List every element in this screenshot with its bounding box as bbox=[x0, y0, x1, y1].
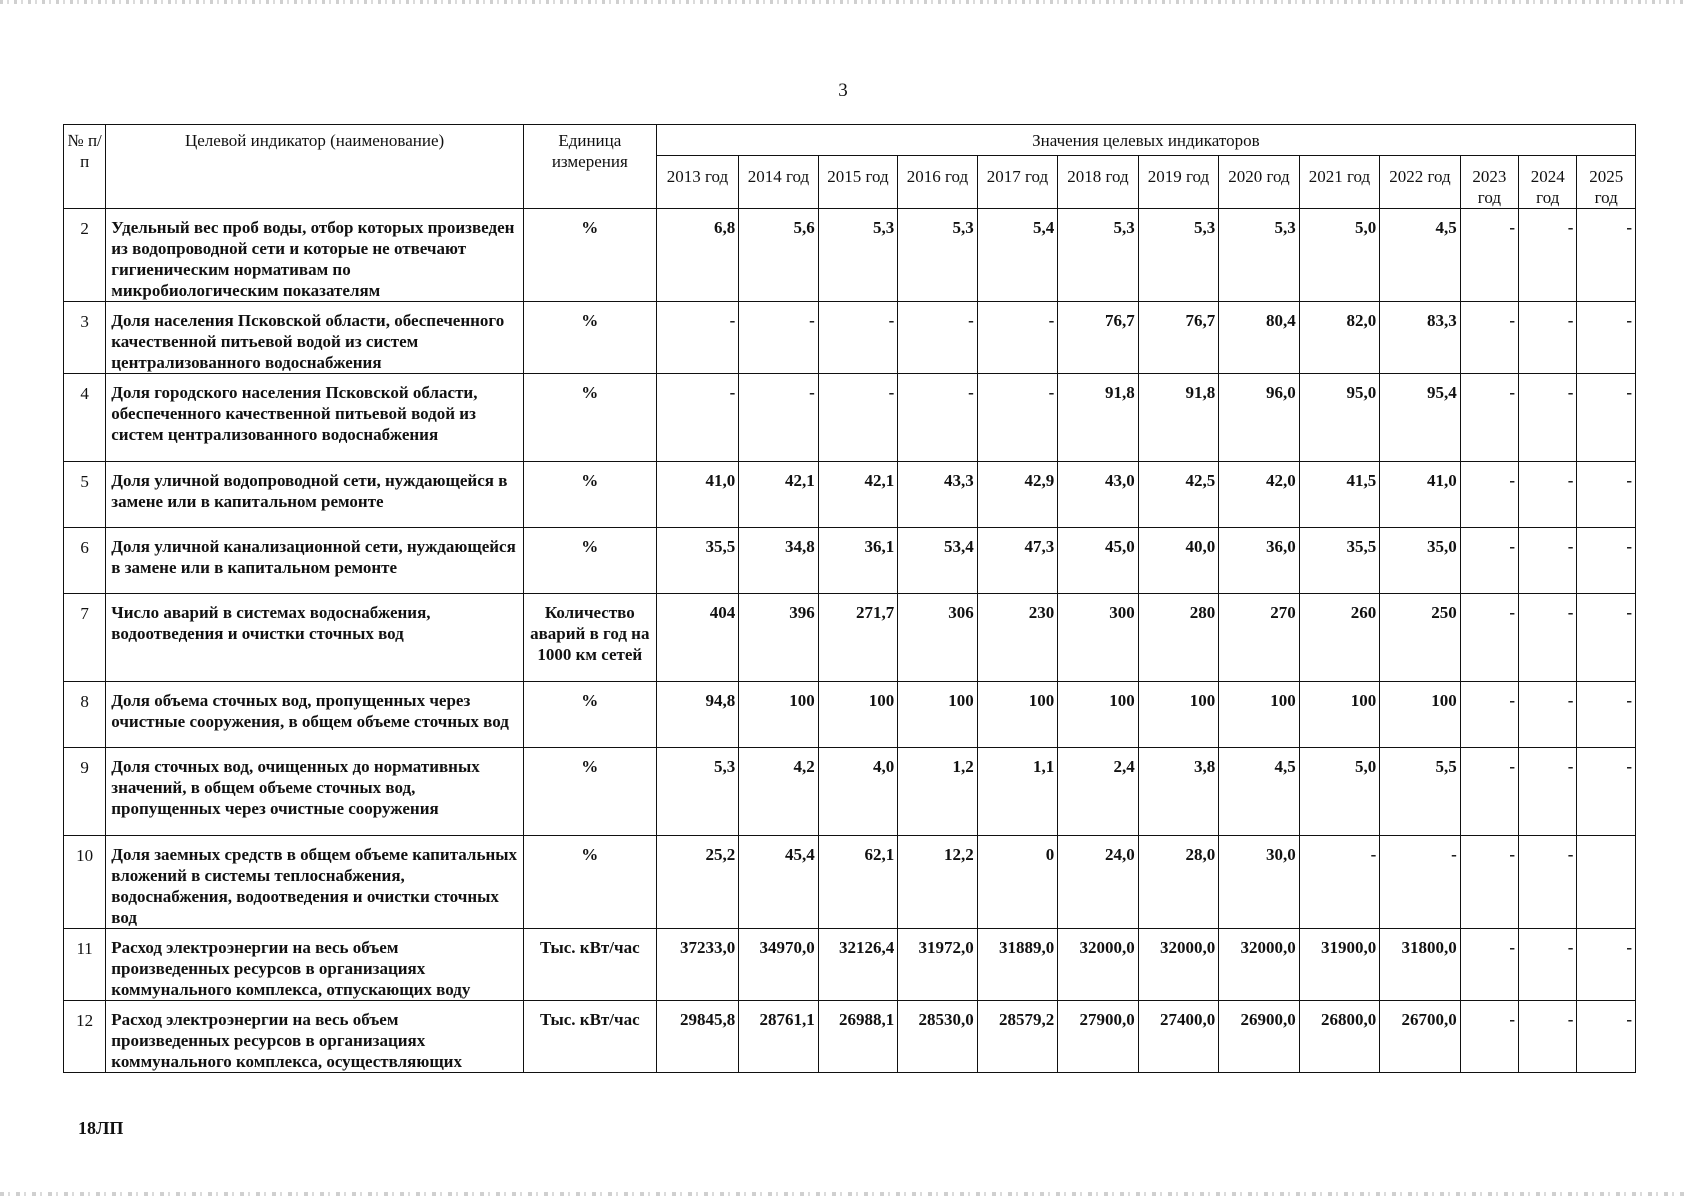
indicator-value: 300 bbox=[1058, 594, 1139, 682]
indicator-value: - bbox=[1519, 682, 1577, 748]
indicator-value: 32000,0 bbox=[1138, 929, 1219, 1001]
indicator-name: Доля уличной канализационной сети, нуждающейся в замене или в капитальном ремонте bbox=[106, 528, 524, 594]
header-indicator: Целевой индикатор (наименование) bbox=[106, 125, 524, 209]
indicator-value: - bbox=[1577, 462, 1636, 528]
indicator-value: 45,4 bbox=[739, 836, 819, 929]
table-row bbox=[64, 836, 1636, 929]
indicator-value: - bbox=[1577, 209, 1636, 302]
indicator-value: 1,1 bbox=[977, 748, 1058, 836]
indicator-value: - bbox=[1460, 682, 1518, 748]
indicator-value: 31972,0 bbox=[898, 929, 978, 1001]
indicator-value: - bbox=[977, 374, 1058, 462]
indicator-value: 31889,0 bbox=[977, 929, 1058, 1001]
indicator-value: - bbox=[1460, 748, 1518, 836]
indicator-unit: % bbox=[523, 682, 656, 748]
indicator-name: Доля городского населения Псковской области, обеспеченного качественной питьевой водой из систем централизованного водоснабжения bbox=[106, 374, 524, 462]
indicator-value: 4,0 bbox=[818, 748, 898, 836]
indicator-unit: % bbox=[523, 374, 656, 462]
page-number: 3 bbox=[838, 80, 848, 101]
indicator-value: 83,3 bbox=[1380, 302, 1461, 374]
indicator-value: - bbox=[1460, 1001, 1518, 1073]
indicator-value: - bbox=[1519, 929, 1577, 1001]
indicator-value: 35,5 bbox=[1299, 528, 1380, 594]
indicator-value: - bbox=[1460, 302, 1518, 374]
indicator-value: - bbox=[656, 374, 739, 462]
indicator-value: 5,3 bbox=[656, 748, 739, 836]
indicator-value: 27400,0 bbox=[1138, 1001, 1219, 1073]
indicator-value: 32000,0 bbox=[1219, 929, 1300, 1001]
indicator-value: - bbox=[1577, 682, 1636, 748]
indicator-value: 43,0 bbox=[1058, 462, 1139, 528]
indicator-value: 5,3 bbox=[818, 209, 898, 302]
indicator-value: - bbox=[1380, 836, 1461, 929]
scan-edge-top bbox=[0, 0, 1686, 4]
indicator-value: 26800,0 bbox=[1299, 1001, 1380, 1073]
indicator-value: 35,5 bbox=[656, 528, 739, 594]
indicator-value: - bbox=[739, 302, 819, 374]
indicator-value: 35,0 bbox=[1380, 528, 1461, 594]
indicator-value: - bbox=[1460, 836, 1518, 929]
table-row bbox=[64, 748, 1636, 836]
header-year: 2020 год bbox=[1219, 156, 1300, 209]
indicator-value: - bbox=[977, 302, 1058, 374]
indicator-value: 80,4 bbox=[1219, 302, 1300, 374]
row-number: 10 bbox=[64, 836, 106, 929]
indicator-value: 5,6 bbox=[739, 209, 819, 302]
indicator-value: 95,0 bbox=[1299, 374, 1380, 462]
indicator-value: - bbox=[1460, 528, 1518, 594]
indicator-value: 76,7 bbox=[1058, 302, 1139, 374]
indicator-value: 230 bbox=[977, 594, 1058, 682]
indicator-value: - bbox=[1519, 1001, 1577, 1073]
table-row bbox=[64, 528, 1636, 594]
header-year: 2023 год bbox=[1460, 156, 1518, 209]
indicator-value: 41,0 bbox=[1380, 462, 1461, 528]
table-row bbox=[64, 594, 1636, 682]
row-number: 6 bbox=[64, 528, 106, 594]
header-year: 2024 год bbox=[1519, 156, 1577, 209]
table-row bbox=[64, 462, 1636, 528]
indicator-unit: % bbox=[523, 836, 656, 929]
indicator-value: - bbox=[898, 302, 978, 374]
table-row bbox=[64, 1001, 1636, 1073]
indicator-value: 29845,8 bbox=[656, 1001, 739, 1073]
indicator-value: - bbox=[1460, 594, 1518, 682]
indicator-value: 270 bbox=[1219, 594, 1300, 682]
indicator-value: 26988,1 bbox=[818, 1001, 898, 1073]
row-number: 4 bbox=[64, 374, 106, 462]
indicator-name: Число аварий в системах водоснабжения, водоотведения и очистки сточных вод bbox=[106, 594, 524, 682]
indicator-value: 36,1 bbox=[818, 528, 898, 594]
indicator-value: 96,0 bbox=[1219, 374, 1300, 462]
table-row bbox=[64, 929, 1636, 1001]
indicator-unit: Тыс. кВт/час bbox=[523, 929, 656, 1001]
indicator-value: 82,0 bbox=[1299, 302, 1380, 374]
indicator-value: 5,3 bbox=[898, 209, 978, 302]
indicator-value: 100 bbox=[1138, 682, 1219, 748]
indicator-value: 24,0 bbox=[1058, 836, 1139, 929]
table-row bbox=[64, 682, 1636, 748]
indicator-value: 4,2 bbox=[739, 748, 819, 836]
indicator-value: 306 bbox=[898, 594, 978, 682]
indicator-value: 37233,0 bbox=[656, 929, 739, 1001]
indicator-value: 3,8 bbox=[1138, 748, 1219, 836]
indicator-value: - bbox=[1519, 594, 1577, 682]
indicator-value: 100 bbox=[1380, 682, 1461, 748]
indicator-value: 100 bbox=[739, 682, 819, 748]
indicator-value: - bbox=[1577, 748, 1636, 836]
table-row bbox=[64, 302, 1636, 374]
indicator-value: 280 bbox=[1138, 594, 1219, 682]
indicator-value: 43,3 bbox=[898, 462, 978, 528]
indicator-value: 5,0 bbox=[1299, 209, 1380, 302]
indicator-value: 100 bbox=[977, 682, 1058, 748]
header-number: № п/п bbox=[64, 125, 106, 209]
indicator-name: Расход электроэнергии на весь объем произведенных ресурсов в организациях коммунального комплекса, осуществляющих bbox=[106, 1001, 524, 1073]
indicator-value: 53,4 bbox=[898, 528, 978, 594]
indicator-value: - bbox=[898, 374, 978, 462]
indicator-value: 100 bbox=[818, 682, 898, 748]
indicator-value: 0 bbox=[977, 836, 1058, 929]
indicator-unit: Количество аварий в год на 1000 км сетей bbox=[523, 594, 656, 682]
indicator-value: - bbox=[1577, 374, 1636, 462]
header-unit: Единица измерения bbox=[523, 125, 656, 209]
indicator-name: Доля объема сточных вод, пропущенных через очистные сооружения, в общем объеме сточных вод bbox=[106, 682, 524, 748]
indicator-value: 26900,0 bbox=[1219, 1001, 1300, 1073]
indicator-value: 1,2 bbox=[898, 748, 978, 836]
indicator-value: 28761,1 bbox=[739, 1001, 819, 1073]
indicator-value: 42,9 bbox=[977, 462, 1058, 528]
indicator-name: Доля сточных вод, очищенных до нормативных значений, в общем объеме сточных вод, пропущенных через очистные сооружения bbox=[106, 748, 524, 836]
indicator-value: - bbox=[1519, 209, 1577, 302]
header-year: 2013 год bbox=[656, 156, 739, 209]
header-year: 2017 год bbox=[977, 156, 1058, 209]
indicator-name: Расход электроэнергии на весь объем произведенных ресурсов в организациях коммунального комплекса, отпускающих воду bbox=[106, 929, 524, 1001]
indicator-value: - bbox=[1577, 1001, 1636, 1073]
indicator-value: 271,7 bbox=[818, 594, 898, 682]
indicator-name: Доля населения Псковской области, обеспеченного качественной питьевой водой из систем централизованного водоснабжения bbox=[106, 302, 524, 374]
indicator-value: 25,2 bbox=[656, 836, 739, 929]
indicator-unit: % bbox=[523, 302, 656, 374]
indicator-value: - bbox=[1299, 836, 1380, 929]
row-number: 3 bbox=[64, 302, 106, 374]
indicator-value: 5,3 bbox=[1058, 209, 1139, 302]
indicator-value: 95,4 bbox=[1380, 374, 1461, 462]
indicator-value: 100 bbox=[1219, 682, 1300, 748]
header-year: 2018 год bbox=[1058, 156, 1139, 209]
indicator-value: 28579,2 bbox=[977, 1001, 1058, 1073]
table-row bbox=[64, 209, 1636, 302]
indicator-name: Доля уличной водопроводной сети, нуждающейся в замене или в капитальном ремонте bbox=[106, 462, 524, 528]
indicator-value: - bbox=[656, 302, 739, 374]
indicator-value: 250 bbox=[1380, 594, 1461, 682]
indicator-value: 404 bbox=[656, 594, 739, 682]
indicator-value: 4,5 bbox=[1219, 748, 1300, 836]
indicator-value: - bbox=[818, 302, 898, 374]
indicator-value: - bbox=[1519, 462, 1577, 528]
indicator-value: 32126,4 bbox=[818, 929, 898, 1001]
row-number: 9 bbox=[64, 748, 106, 836]
indicators-table bbox=[63, 124, 1636, 1073]
indicator-value: 91,8 bbox=[1138, 374, 1219, 462]
indicator-value: 12,2 bbox=[898, 836, 978, 929]
indicator-value: 2,4 bbox=[1058, 748, 1139, 836]
header-year: 2025 год bbox=[1577, 156, 1636, 209]
indicator-value: - bbox=[1577, 929, 1636, 1001]
indicator-value: - bbox=[1577, 594, 1636, 682]
indicator-unit: % bbox=[523, 209, 656, 302]
table-row bbox=[64, 374, 1636, 462]
indicator-value: 5,3 bbox=[1138, 209, 1219, 302]
indicator-value: 62,1 bbox=[818, 836, 898, 929]
indicator-value bbox=[1577, 836, 1636, 929]
indicator-value: - bbox=[1519, 748, 1577, 836]
indicator-value: - bbox=[1577, 528, 1636, 594]
indicator-value: - bbox=[1460, 929, 1518, 1001]
indicator-value: - bbox=[1519, 374, 1577, 462]
indicator-unit: % bbox=[523, 748, 656, 836]
indicator-value: - bbox=[1519, 528, 1577, 594]
indicator-value: - bbox=[1577, 302, 1636, 374]
indicator-value: 100 bbox=[1299, 682, 1380, 748]
indicator-value: 260 bbox=[1299, 594, 1380, 682]
indicator-value: - bbox=[818, 374, 898, 462]
indicator-value: 34970,0 bbox=[739, 929, 819, 1001]
indicator-value: 6,8 bbox=[656, 209, 739, 302]
indicator-value: 47,3 bbox=[977, 528, 1058, 594]
header-year: 2021 год bbox=[1299, 156, 1380, 209]
indicator-value: - bbox=[1460, 374, 1518, 462]
indicator-value: 42,1 bbox=[739, 462, 819, 528]
indicator-unit: % bbox=[523, 462, 656, 528]
indicator-value: - bbox=[1519, 302, 1577, 374]
header-values-group: Значения целевых индикаторов bbox=[656, 125, 1635, 156]
indicator-value: 4,5 bbox=[1380, 209, 1461, 302]
indicator-value: 100 bbox=[1058, 682, 1139, 748]
indicator-value: 91,8 bbox=[1058, 374, 1139, 462]
indicator-value: 42,0 bbox=[1219, 462, 1300, 528]
indicator-name: Доля заемных средств в общем объеме капитальных вложений в системы теплоснабжения, водоснабжения, водоотведения и очистки сточных вод bbox=[106, 836, 524, 929]
indicator-value: 42,5 bbox=[1138, 462, 1219, 528]
indicator-value: 100 bbox=[898, 682, 978, 748]
indicator-value: 28530,0 bbox=[898, 1001, 978, 1073]
row-number: 7 bbox=[64, 594, 106, 682]
indicator-value: 76,7 bbox=[1138, 302, 1219, 374]
indicator-unit: % bbox=[523, 528, 656, 594]
indicator-value: - bbox=[1460, 209, 1518, 302]
indicator-value: - bbox=[739, 374, 819, 462]
indicator-value: 5,4 bbox=[977, 209, 1058, 302]
indicator-value: 26700,0 bbox=[1380, 1001, 1461, 1073]
indicator-value: 40,0 bbox=[1138, 528, 1219, 594]
row-number: 2 bbox=[64, 209, 106, 302]
row-number: 12 bbox=[64, 1001, 106, 1073]
indicator-value: - bbox=[1460, 462, 1518, 528]
indicator-value: 396 bbox=[739, 594, 819, 682]
indicator-unit: Тыс. кВт/час bbox=[523, 1001, 656, 1073]
indicator-value: 27900,0 bbox=[1058, 1001, 1139, 1073]
indicator-value: 32000,0 bbox=[1058, 929, 1139, 1001]
indicator-value: - bbox=[1519, 836, 1577, 929]
scan-edge-bottom bbox=[0, 1192, 1686, 1196]
indicator-value: 34,8 bbox=[739, 528, 819, 594]
indicator-value: 5,5 bbox=[1380, 748, 1461, 836]
indicator-value: 41,0 bbox=[656, 462, 739, 528]
indicator-value: 30,0 bbox=[1219, 836, 1300, 929]
indicator-value: 31900,0 bbox=[1299, 929, 1380, 1001]
indicator-value: 5,3 bbox=[1219, 209, 1300, 302]
header-year: 2014 год bbox=[739, 156, 819, 209]
row-number: 11 bbox=[64, 929, 106, 1001]
footer-code: 18ЛП bbox=[78, 1118, 124, 1138]
header-year: 2016 год bbox=[898, 156, 978, 209]
indicator-value: 41,5 bbox=[1299, 462, 1380, 528]
indicator-value: 94,8 bbox=[656, 682, 739, 748]
header-year: 2022 год bbox=[1380, 156, 1461, 209]
row-number: 8 bbox=[64, 682, 106, 748]
indicator-value: 42,1 bbox=[818, 462, 898, 528]
indicator-value: 31800,0 bbox=[1380, 929, 1461, 1001]
indicator-name: Удельный вес проб воды, отбор которых произведен из водопроводной сети и которые не отвечают гигиеническим нормативам по микробиологическим показателям bbox=[106, 209, 524, 302]
indicator-value: 5,0 bbox=[1299, 748, 1380, 836]
indicator-value: 28,0 bbox=[1138, 836, 1219, 929]
row-number: 5 bbox=[64, 462, 106, 528]
indicator-value: 45,0 bbox=[1058, 528, 1139, 594]
header-year: 2015 год bbox=[818, 156, 898, 209]
header-year: 2019 год bbox=[1138, 156, 1219, 209]
indicator-value: 36,0 bbox=[1219, 528, 1300, 594]
